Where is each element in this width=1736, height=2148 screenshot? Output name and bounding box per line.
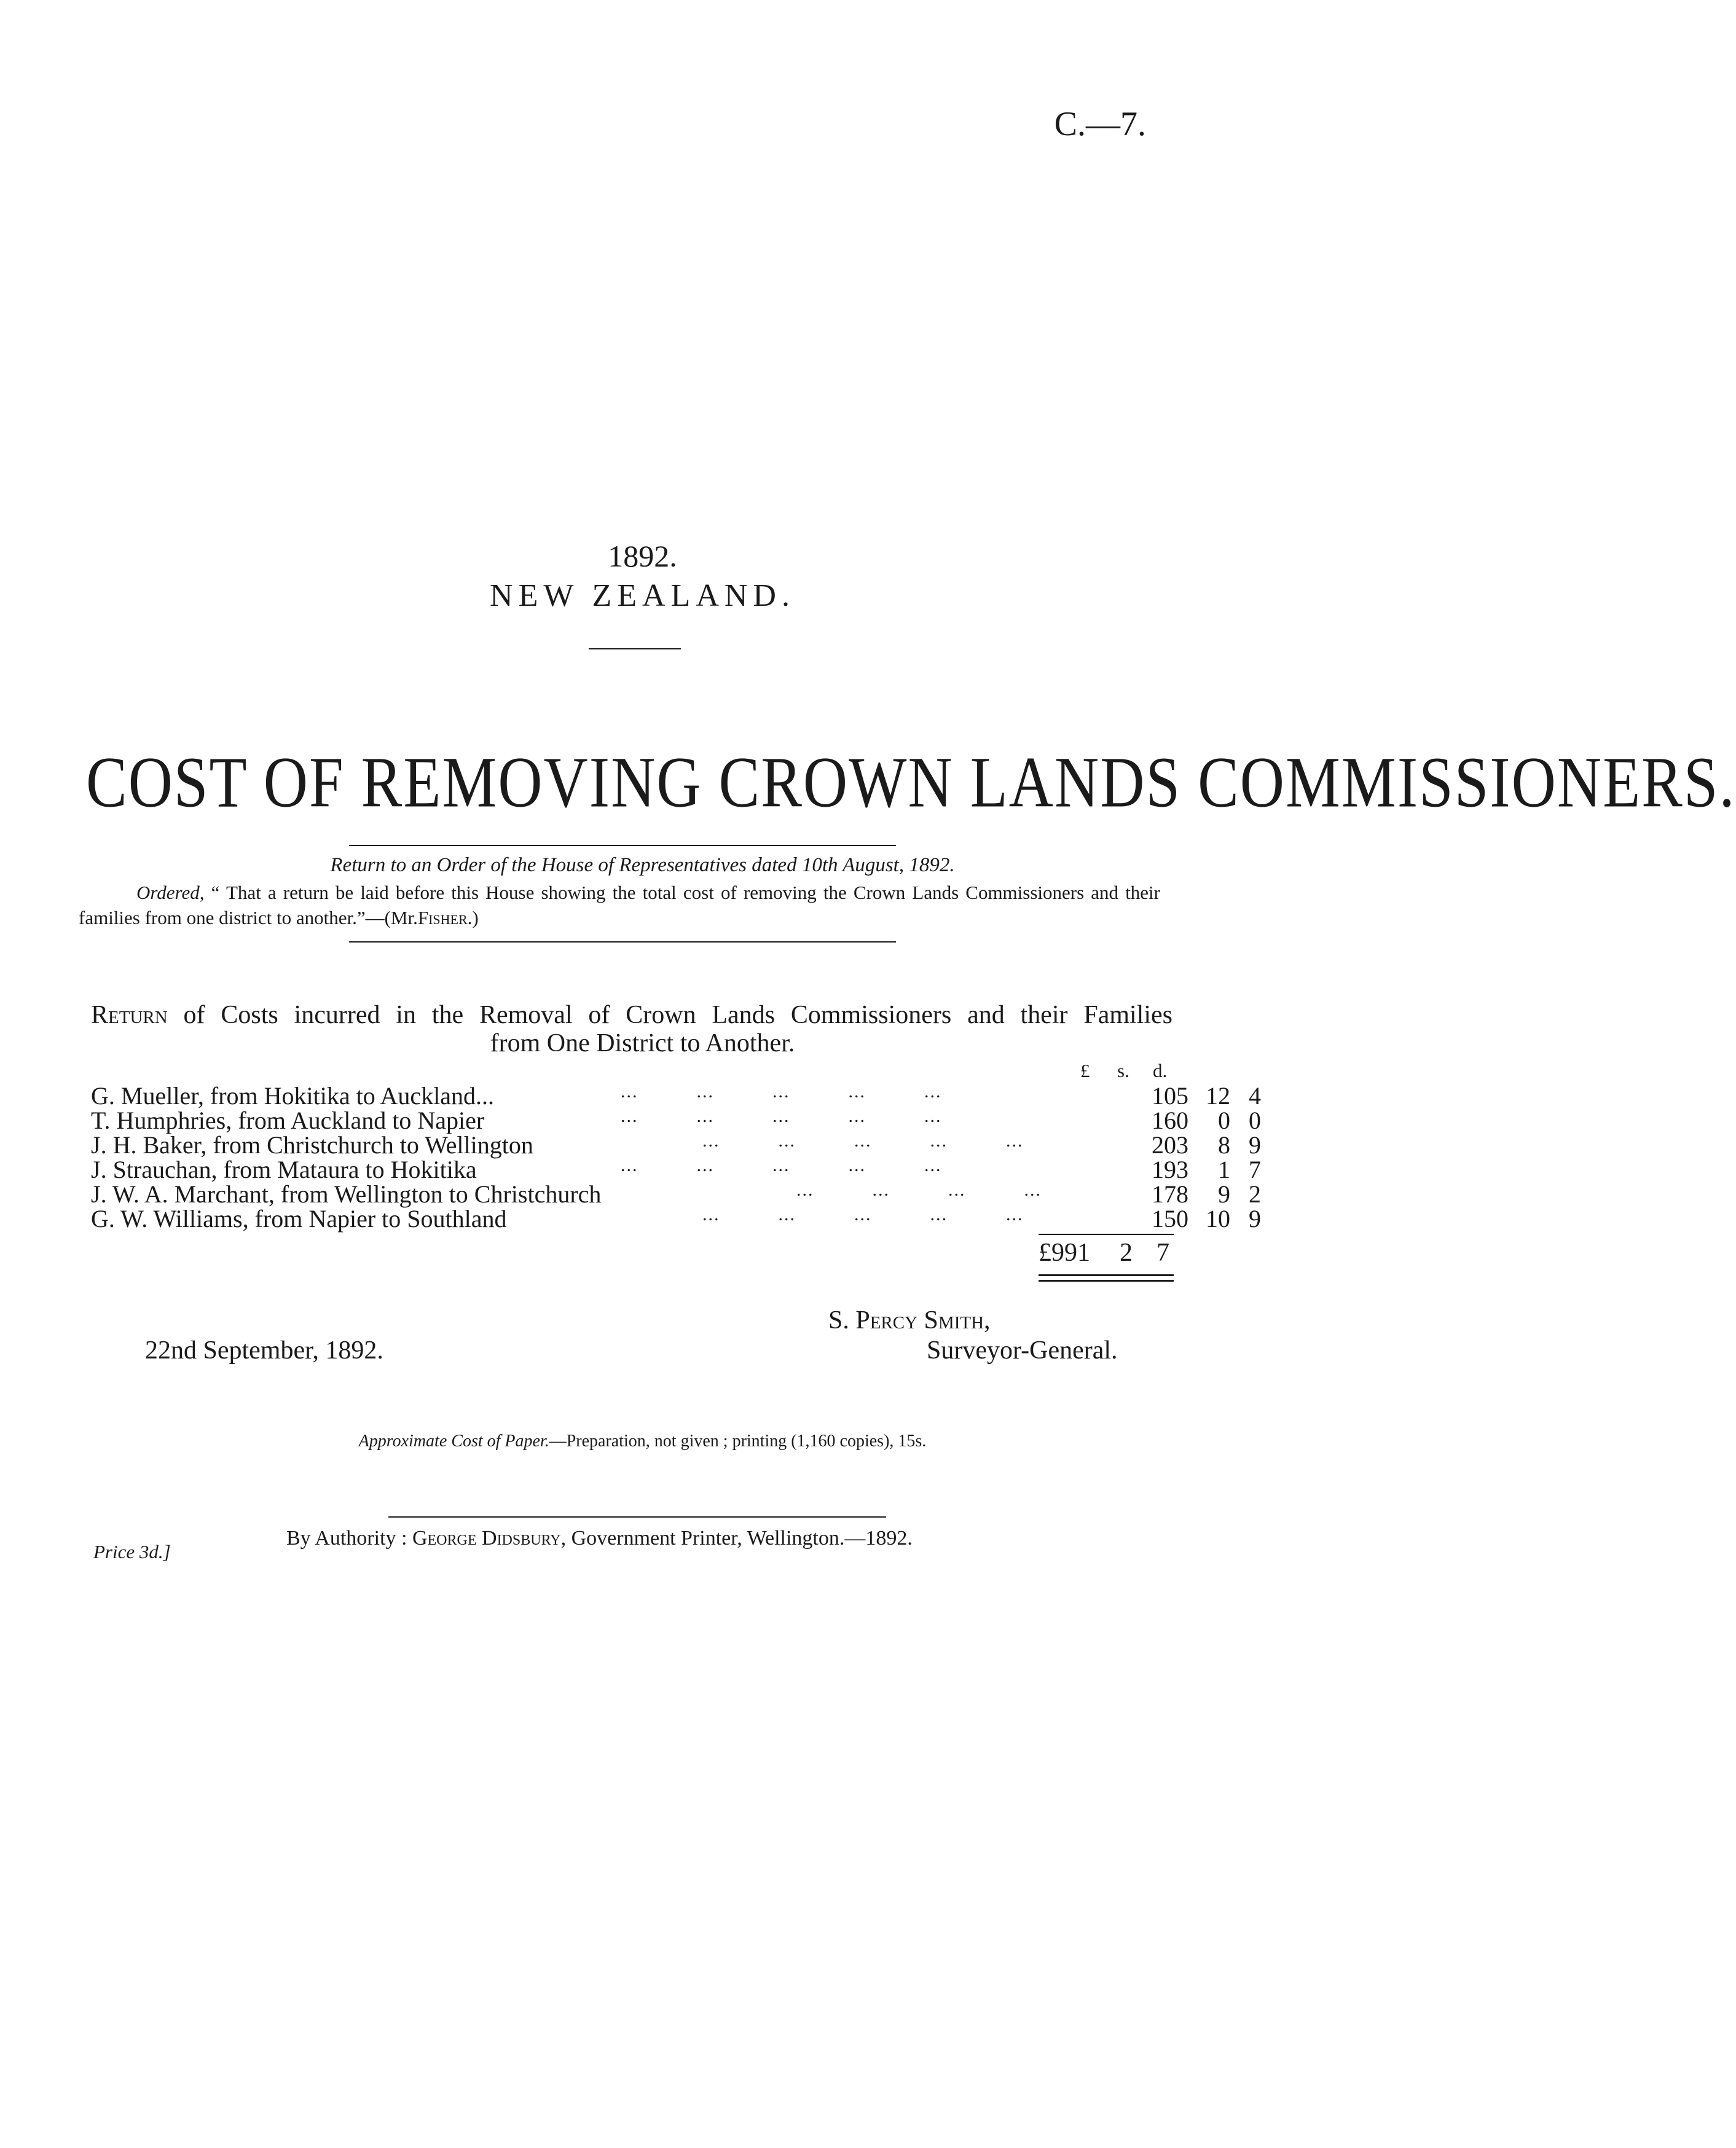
row-pounds: 105 bbox=[1152, 1082, 1188, 1110]
total-rule-top bbox=[1039, 1234, 1174, 1235]
signatory-title: Surveyor-General. bbox=[927, 1336, 1118, 1365]
row-shillings: 12 bbox=[1206, 1082, 1230, 1110]
price: Price 3d.] bbox=[93, 1541, 171, 1562]
paper-cost-label: Approximate Cost of Paper. bbox=[358, 1432, 549, 1451]
title-divider bbox=[349, 845, 896, 846]
row-pounds: 150 bbox=[1152, 1205, 1188, 1233]
total-pounds: £991 bbox=[1039, 1239, 1090, 1267]
row-pence: 0 bbox=[1249, 1107, 1261, 1134]
unit-shillings: s. bbox=[1117, 1060, 1129, 1081]
row-pounds: 193 bbox=[1152, 1156, 1188, 1183]
total-pence: 7 bbox=[1157, 1239, 1169, 1267]
signature-date: 22nd September, 1892. bbox=[145, 1336, 383, 1365]
row-dots: ... ... ... ... ... bbox=[621, 1155, 942, 1175]
return-heading bbox=[91, 1001, 1172, 1029]
return-heading-line2: from One District to Another. bbox=[490, 1029, 795, 1057]
row-shillings: 9 bbox=[1218, 1180, 1230, 1208]
row-name: J. H. Baker, from Christchurch to Wellington bbox=[91, 1131, 533, 1159]
row-name: J. W. A. Marchant, from Wellington to Christchurch bbox=[91, 1180, 602, 1208]
row-pence: 9 bbox=[1249, 1131, 1261, 1159]
signatory-surname: Percy Smith, bbox=[855, 1306, 991, 1335]
paper-cost-text: —Preparation, not given ; printing (1,160 copies), 15s. bbox=[549, 1432, 927, 1451]
row-pounds: 160 bbox=[1152, 1107, 1188, 1134]
row-pence: 9 bbox=[1249, 1205, 1261, 1233]
total-rule-bottom-1 bbox=[1039, 1274, 1174, 1276]
year: 1892. bbox=[608, 539, 677, 573]
row-pounds: 203 bbox=[1152, 1131, 1188, 1159]
row-shillings: 8 bbox=[1218, 1131, 1230, 1159]
row-dots: ... ... ... ... ... bbox=[702, 1204, 1024, 1225]
signatory-initial: S. bbox=[828, 1306, 856, 1335]
country: NEW ZEALAND. bbox=[490, 578, 795, 613]
row-dots: ... ... ... ... ... bbox=[621, 1081, 942, 1102]
signatory-name bbox=[828, 1306, 991, 1335]
ordered-label: Ordered, bbox=[136, 882, 205, 903]
row-pence: 7 bbox=[1249, 1156, 1261, 1183]
row-name: J. Strauchan, from Mataura to Hokitika bbox=[91, 1156, 477, 1183]
row-pence: 4 bbox=[1249, 1082, 1261, 1110]
total-shillings: 2 bbox=[1120, 1239, 1133, 1267]
row-dots: ... ... ... ... bbox=[796, 1180, 1042, 1200]
short-divider bbox=[589, 648, 681, 649]
unit-pence: d. bbox=[1153, 1060, 1168, 1081]
authority-divider bbox=[388, 1516, 886, 1518]
ordered-paragraph bbox=[79, 880, 1160, 930]
authority-rest: Government Printer, Wellington.—1892. bbox=[566, 1527, 913, 1550]
row-dots: ... ... ... ... ... bbox=[702, 1131, 1024, 1151]
authority-line bbox=[286, 1527, 913, 1550]
ordered-text: “ That a return be laid before this House showing the total cost of removing the Crown Lands Commissioners and their families from one district to another.”—(Mr. bbox=[79, 882, 1160, 928]
document-code: C.—7. bbox=[1054, 105, 1146, 143]
row-name: T. Humphries, from Auckland to Napier bbox=[91, 1107, 485, 1134]
return-order-line: Return to an Order of the House of Representatives dated 10th August, 1892. bbox=[330, 854, 955, 876]
row-pence: 2 bbox=[1249, 1180, 1261, 1208]
row-name: G. W. Williams, from Napier to Southland bbox=[91, 1205, 507, 1233]
mover-name: Fisher bbox=[417, 907, 468, 928]
row-name: G. Mueller, from Hokitika to Auckland... bbox=[91, 1082, 495, 1110]
order-divider bbox=[349, 941, 896, 943]
document-title: COST OF REMOVING CROWN LANDS COMMISSIONERS. bbox=[86, 742, 1736, 823]
return-heading-lead: Return bbox=[91, 1001, 168, 1029]
mover-close: .) bbox=[467, 907, 479, 928]
unit-pounds: £ bbox=[1080, 1060, 1090, 1081]
row-dots: ... ... ... ... ... bbox=[621, 1106, 942, 1126]
row-pounds: 178 bbox=[1152, 1180, 1188, 1208]
row-shillings: 0 bbox=[1218, 1107, 1230, 1134]
row-shillings: 1 bbox=[1218, 1156, 1230, 1183]
printer-name: George Didsbury, bbox=[412, 1527, 567, 1550]
return-heading-rest: of Costs incurred in the Removal of Crown Lands Commissioners and their Families bbox=[183, 1001, 1173, 1029]
paper-cost bbox=[0, 1432, 1285, 1451]
authority-lead: By Authority : bbox=[286, 1527, 412, 1550]
total-rule-bottom-2 bbox=[1039, 1280, 1174, 1282]
row-shillings: 10 bbox=[1206, 1205, 1230, 1233]
table-row bbox=[91, 1204, 1261, 1233]
